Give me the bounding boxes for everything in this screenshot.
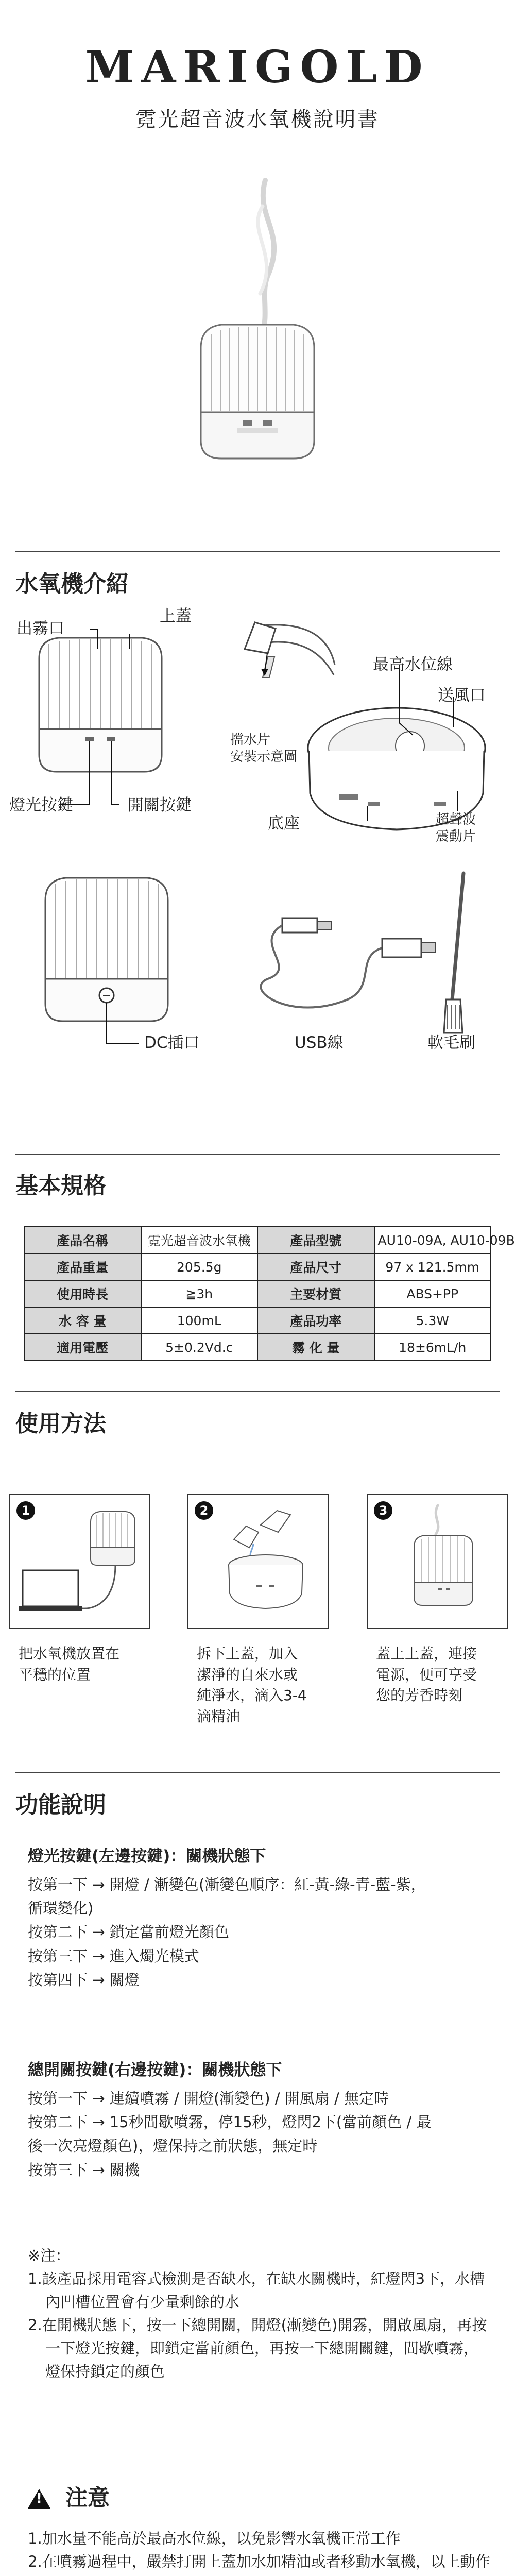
warning-heading (28, 2486, 110, 2511)
table-cell: 100mL (141, 1307, 258, 1334)
section-title-intro: 水氧機介紹 (15, 571, 129, 597)
function-line: 按第三下 → 關機 (28, 2161, 140, 2179)
function-line: 按第四下 → 關燈 (28, 1971, 140, 1989)
table-cell: 使用時長 (24, 1280, 141, 1307)
front-view-diffuser (39, 638, 162, 772)
warning-title-text: 注意 (65, 2485, 110, 2511)
usage-step-1-caption: 把水氧機放置在 平穩的位置 (19, 1645, 120, 1683)
table-cell: 適用電壓 (24, 1334, 141, 1361)
table-row (24, 1253, 491, 1280)
step-number: 2 (195, 1501, 213, 1520)
table-row (24, 1280, 491, 1307)
table-cell: 霓光超音波水氧機 (141, 1227, 258, 1253)
table-cell: 5±0.2Vd.c (141, 1334, 258, 1361)
bottom-view-diffuser (45, 878, 168, 1021)
label-base: 底座 (268, 814, 300, 833)
section-divider (15, 1154, 500, 1155)
table-row (24, 1227, 491, 1253)
power-button-function-block (28, 2058, 491, 2182)
warning-line: 1.加水量不能高於最高水位線，以免影響水氧機正常工作 (28, 2530, 401, 2547)
section-divider (15, 1772, 500, 1773)
manual-title: 霓光超音波水氧機說明書 (135, 108, 380, 131)
label-max-water-line: 最高水位線 (373, 655, 453, 674)
table-cell: 水 容 量 (24, 1307, 141, 1334)
table-cell: 18±6mL/h (374, 1334, 491, 1361)
brush-illustration (444, 873, 464, 1033)
function-line: 按第一下 → 開燈 / 漸變色(漸變色順序：紅-黃-綠-青-藍-紫， (28, 1875, 426, 1893)
label-light-button: 燈光按鍵 (9, 796, 73, 815)
table-cell: ABS+PP (374, 1280, 491, 1307)
section-divider (15, 551, 500, 552)
table-cell: 產品功率 (258, 1307, 374, 1334)
spec-table (24, 1226, 515, 1361)
notes-title: ※注： (28, 2247, 71, 2264)
step-number: 1 (16, 1501, 35, 1520)
usage-step-2-box (187, 1494, 329, 1629)
label-power-button: 開關按鍵 (128, 796, 192, 815)
hero-diffuser-illustration (0, 170, 515, 541)
function-line: 循環變化) (28, 1899, 94, 1917)
warning-line: 2.在噴霧過程中，嚴禁打開上蓋加水加精油或者移動水氧機，以上動作 (28, 2552, 490, 2570)
warning-icon (28, 2489, 50, 2509)
table-cell: 5.3W (374, 1307, 491, 1334)
note-line: 2.在開機狀態下，按一下總開關，開燈(漸變色)開霧，開啟風扇，再按一下燈光按鍵，即鎖定當前顏色，再按一下總開關鍵，間歇噴霧，燈保持鎖定的顏色 (28, 2316, 487, 2381)
function-line: 後一次亮燈顏色)，燈保持之前狀態，無定時 (28, 2137, 318, 2155)
function-line: 按第二下 → 鎖定當前燈光顏色 (28, 1923, 229, 1941)
usb-cable-illustration (261, 918, 436, 1008)
light-button-function-block (28, 1844, 491, 1992)
section-divider (15, 1391, 500, 1392)
header (0, 0, 515, 170)
label-usb-cable: USB線 (295, 1033, 344, 1052)
table-row (24, 1334, 491, 1361)
section-title-specs: 基本規格 (15, 1173, 106, 1199)
usage-step-1-box (9, 1494, 150, 1629)
usage-step-3-box (367, 1494, 508, 1629)
function-line: 按第三下 → 進入燭光模式 (28, 1947, 199, 1965)
table-cell: AU10-09A, AU10-09B (374, 1227, 491, 1253)
table-cell: 產品重量 (24, 1253, 141, 1280)
table-cell: 主要材質 (258, 1280, 374, 1307)
brand-logo-text: MARIGOLD (85, 41, 430, 93)
label-top-cover: 上蓋 (160, 607, 192, 625)
note-line: 1.該產品採用電容式檢測是否缺水，在缺水關機時，紅燈閃3下，水槽內凹槽位置會有少量剩餘的水 (28, 2270, 485, 2311)
warning-block (28, 2527, 491, 2576)
water-block-detail (245, 622, 335, 677)
step-number: 3 (374, 1501, 392, 1520)
usage-step-3-caption: 蓋上上蓋，連接 電源，便可享受 您的芳香時刻 (376, 1645, 477, 1704)
power-button-function-title: 總開關按鍵(右邊按鍵)：關機狀態下 (28, 2061, 282, 2079)
table-cell: 產品尺寸 (258, 1253, 374, 1280)
section-title-functions: 功能說明 (15, 1792, 106, 1818)
label-air-outlet: 送風口 (438, 686, 486, 705)
light-button-function-title: 燈光按鍵(左邊按鍵)：關機狀態下 (28, 1847, 266, 1866)
label-mist-outlet: 出霧口 (16, 619, 64, 638)
label-brush: 軟毛刷 (427, 1033, 475, 1052)
notes-block (28, 2244, 491, 2383)
table-cell: ≧3h (141, 1280, 258, 1307)
function-line: 按第二下 → 15秒間歇噴霧，停15秒，燈閃2下(當前顏色 / 最 (28, 2113, 432, 2131)
table-cell: 205.5g (141, 1253, 258, 1280)
section-title-usage: 使用方法 (15, 1411, 106, 1437)
table-cell: 霧 化 量 (258, 1334, 374, 1361)
table-cell: 97 x 121.5mm (374, 1253, 491, 1280)
label-water-block: 擋水片 安裝示意圖 (230, 732, 298, 765)
function-line: 按第一下 → 連續噴霧 / 開燈(漸變色) / 開風扇 / 無定時 (28, 2089, 389, 2107)
table-cell: 產品型號 (258, 1227, 374, 1253)
hero-diffuser-svg (0, 170, 515, 541)
usage-step-2-caption: 拆下上蓋，加入 潔淨的自來水或 純淨水，滴入3-4 滴精油 (197, 1645, 307, 1725)
label-dc-port: DC插口 (144, 1033, 200, 1052)
table-cell: 產品名稱 (24, 1227, 141, 1253)
label-ultrasonic-plate: 超聲波 震動片 (436, 812, 476, 844)
table-row (24, 1307, 491, 1334)
